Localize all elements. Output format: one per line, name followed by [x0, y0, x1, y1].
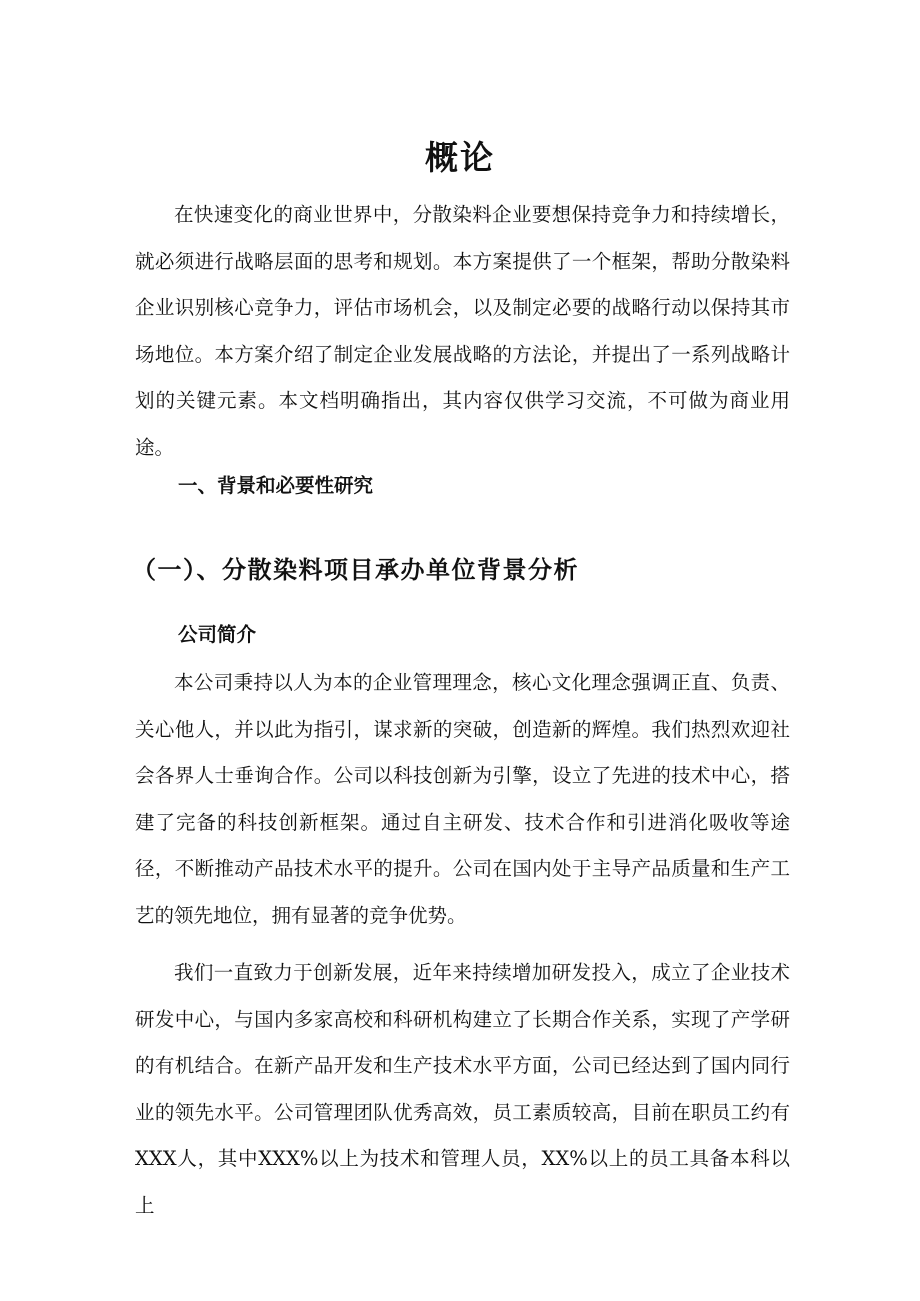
innovation-paragraph: 我们一直致力于创新发展，近年来持续增加研发投入，成立了企业技术研发中心，与国内多家高校和科研机构建立了长期合作关系，实现了产学研的有机结合。在新产品开发和生产技术水平方面，公司已经达到了国内同行业的领先水平。公司管理团队优秀高效，员工素质较高，目前在职员工约有XXX人，其中XXX%以上为技术和管理人员，XX%以上的员工具备本科以上 [135, 961, 790, 1217]
intro-paragraph: 在快速变化的商业世界中，分散染料企业要想保持竞争力和持续增长，就必须进行战略层面的思考和规划。本方案提供了一个框架，帮助分散染料企业识别核心竞争力，评估市场机会，以及制定必要的战略行动以保持其市场地位。本方案介绍了制定企业发展战略的方法论，并提出了一系列战略计划的关键元素。本文档明确指出，其内容仅供学习交流，不可做为商业用途。 [135, 203, 790, 459]
section-heading: 一、背景和必要性研究 [178, 474, 374, 497]
subsubsection-heading: 公司简介 [178, 623, 257, 646]
company-profile-paragraph: 本公司秉持以人为本的企业管理理念，核心文化理念强调正直、负责、关心他人，并以此为指引，谋求新的突破，创造新的辉煌。我们热烈欢迎社会各界人士垂询合作。公司以科技创新为引擎，设立了先进的技术中心，搭建了完备的科技创新框架。通过自主研发、技术合作和引进消化吸收等途径，不断推动产品技术水平的提升。公司在国内处于主导产品质量和生产工艺的领先地位，拥有显著的竞争优势。 [135, 671, 790, 927]
subsection-heading: （一）、分散染料项目承办单位背景分析 [132, 555, 579, 584]
document-title: 概论 [425, 138, 495, 178]
